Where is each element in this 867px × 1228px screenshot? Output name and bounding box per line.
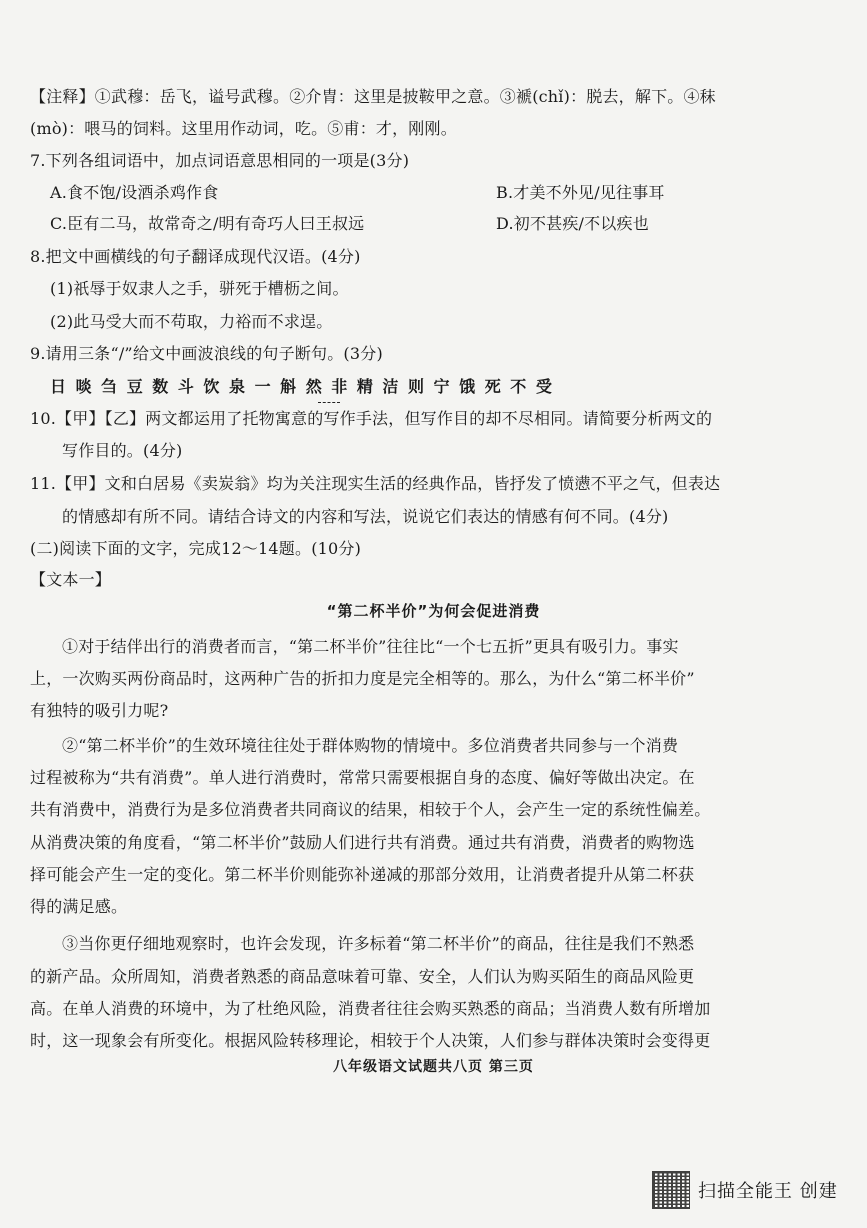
para-1-line-1: ①对于结伴出行的消费者而言，“第二杯半价”往往比“一个七五折”更具有吸引力。事实	[62, 637, 679, 656]
question-8: 8.把文中画横线的句子翻译成现代汉语。(4分)	[30, 247, 361, 266]
question-8-sentence-2: (2)此马受大而不苟取，力裕而不求逞。	[50, 312, 333, 331]
para-2-line-6: 得的满足感。	[30, 897, 128, 916]
section-2-heading: (二)阅读下面的文字，完成12～14题。(10分)	[30, 539, 362, 558]
wavy-underline-mark	[318, 398, 340, 403]
para-1-line-2: 上，一次购买两份商品时，这两种广告的折扣力度是完全相等的。那么，为什么“第二杯半价”	[30, 669, 695, 688]
para-2-line-1: ②“第二杯半价”的生效环境往往处于群体购物的情境中。多位消费者共同参与一个消费	[62, 736, 679, 755]
question-11-line-2: 的情感却有所不同。请结合诗文的内容和写法，说说它们表达的情感有何不同。(4分)	[62, 507, 669, 526]
option-c: C.臣有二马，故常奇之/明有奇巧人曰王叔远	[50, 214, 365, 233]
question-10-line-1: 10.【甲】【乙】两文都运用了托物寓意的写作手法，但写作目的却不尽相同。请简要分析两文的	[30, 409, 713, 428]
watermark-text: 扫描全能王 创建	[698, 1181, 838, 1202]
option-b: B.才美不外见/见往事耳	[496, 183, 665, 202]
para-1-line-3: 有独特的吸引力呢?	[30, 701, 169, 720]
text-one-label: 【文本一】	[30, 570, 112, 589]
para-2-line-3: 共有消费中，消费行为是多位消费者共同商议的结果，相较于个人，会产生一定的系统性偏差。	[30, 800, 711, 819]
para-3-line-4: 时，这一现象会有所变化。根据风险转移理论，相较于个人决策，人们参与群体决策时会变得更	[30, 1031, 711, 1050]
question-11-line-1: 11.【甲】文和白居易《卖炭翁》均为关注现实生活的经典作品，皆抒发了愤懑不平之气，但表达	[30, 474, 721, 493]
option-d: D.初不甚疾/不以疾也	[496, 214, 649, 233]
annotation-line-1: 【注释】①武穆：岳飞，谥号武穆。②介胄：这里是披鞍甲之意。③褫(chǐ)：脱去，解下。④秣	[30, 87, 716, 106]
para-2-line-2: 过程被称为“共有消费”。单人进行消费时，常常只需要根据自身的态度、偏好等做出决定。在	[30, 768, 695, 787]
scanner-watermark	[652, 1168, 852, 1212]
question-9: 9.请用三条“/”给文中画波浪线的句子断句。(3分)	[30, 344, 383, 363]
qr-code-icon	[652, 1171, 690, 1209]
question-10-line-2: 写作目的。(4分)	[62, 441, 183, 460]
question-8-sentence-1: (1)祇辱于奴隶人之手，骈死于槽枥之间。	[50, 279, 349, 298]
para-3-line-1: ③当你更仔细地观察时，也许会发现，许多标着“第二杯半价”的商品，往往是我们不熟悉	[62, 934, 695, 953]
question-7: 7.下列各组词语中，加点词语意思相同的一项是(3分)	[30, 151, 410, 170]
page-footer: 八年级语文试题共八页 第三页	[333, 1059, 534, 1075]
option-a: A.食不饱/设酒杀鸡作食	[50, 183, 219, 202]
question-9-sentence: 日 啖 刍 豆 数 斗 饮 泉 一 斛 然 非 精 洁 则 宁 饿 死 不 受	[50, 377, 554, 396]
annotation-line-2: (mò)：喂马的饲料。这里用作动词，吃。⑤甫：才，刚刚。	[30, 119, 457, 138]
para-3-line-3: 高。在单人消费的环境中，为了杜绝风险，消费者往往会购买熟悉的商品；当消费人数有所增加	[30, 999, 711, 1018]
para-2-line-5: 择可能会产生一定的变化。第二杯半价则能弥补递减的那部分效用，让消费者提升从第二杯获	[30, 865, 695, 884]
para-2-line-4: 从消费决策的角度看，“第二杯半价”鼓励人们进行共有消费。通过共有消费，消费者的购物选	[30, 833, 695, 852]
para-3-line-2: 的新产品。众所周知，消费者熟悉的商品意味着可靠、安全，人们认为购买陌生的商品风险更	[30, 967, 695, 986]
article-title: “第二杯半价”为何会促进消费	[326, 602, 541, 620]
